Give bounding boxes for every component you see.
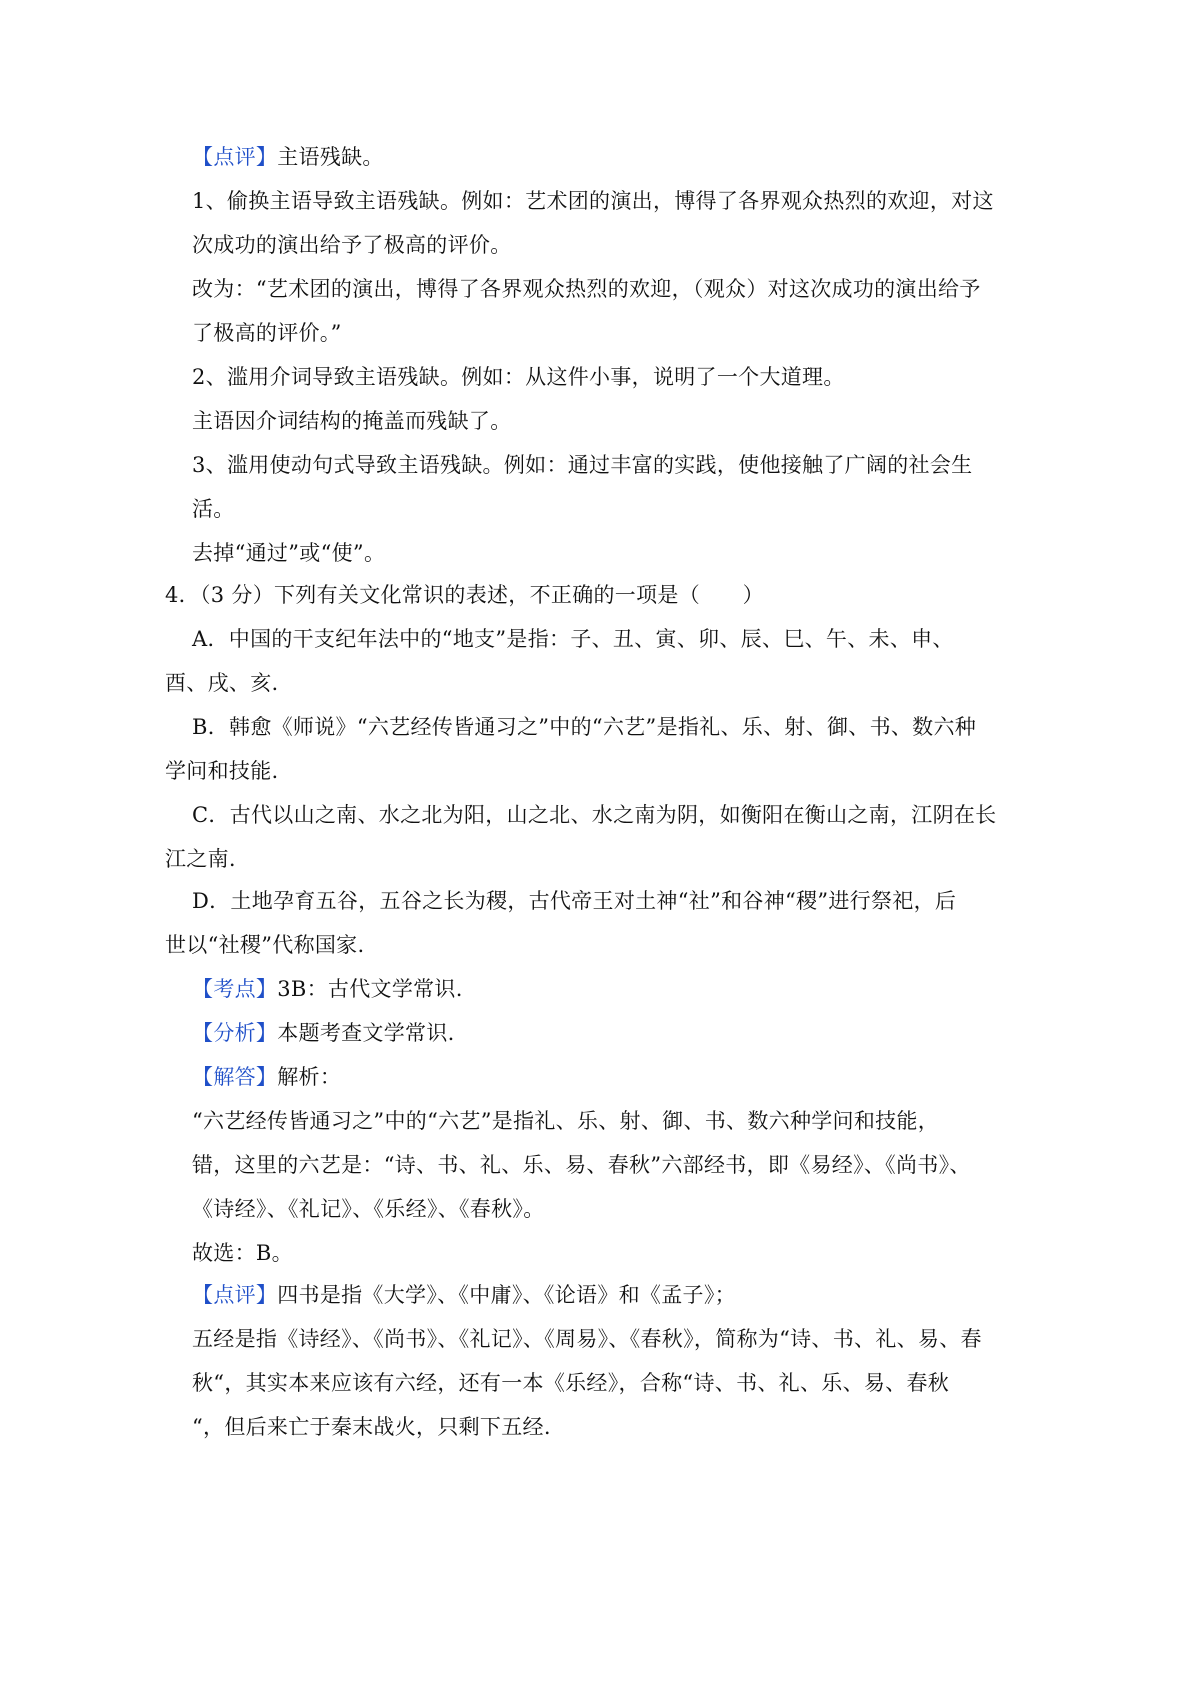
option-c-line-1: C．古代以山之南、水之北为阳，山之北、水之南为阴，如衡阳在衡山之南，江阴在长: [192, 803, 997, 827]
review-item-2-line-2: 主语因介词结构的掩盖而残缺了。: [192, 409, 512, 433]
kaodian-tag: 【考点】: [192, 977, 278, 1001]
review-item-3-line-3: 去掉“通过”或“使”。: [192, 541, 386, 565]
review-heading-1: 【点评】主语残缺。: [192, 145, 384, 169]
fenxi-line: 【分析】本题考查文学常识.: [192, 1021, 455, 1045]
option-a-line-2: 酉、戌、亥.: [165, 671, 279, 695]
answer-choice: 故选：B。: [192, 1241, 293, 1265]
option-a-line-1: A．中国的干支纪年法中的“地支”是指：子、丑、寅、卯、辰、巳、午、未、申、: [192, 627, 954, 651]
note-line-3: “，但后来亡于秦末战火，只剩下五经.: [192, 1415, 551, 1439]
jieda-tag: 【解答】: [192, 1065, 278, 1089]
review-item-3-line-2: 活。: [192, 497, 235, 521]
question-4-stem: 4．（3 分）下列有关文化常识的表述，不正确的一项是（ ）: [165, 583, 764, 607]
dianping-tag: 【点评】: [192, 1283, 278, 1307]
note-line-1: 五经是指《诗经》、《尚书》、《礼记》、《周易》、《春秋》，简称为“诗、书、礼、易、春: [192, 1327, 982, 1351]
fenxi-tag: 【分析】: [192, 1021, 278, 1045]
option-c-line-2: 江之南.: [165, 847, 236, 871]
answer-line-1: “六艺经传皆通习之”中的“六艺”是指礼、乐、射、御、书、数六种学问和技能，: [192, 1109, 940, 1133]
review-item-2-line-1: 2、滥用介词导致主语残缺。例如：从这件小事，说明了一个大道理。: [192, 365, 845, 389]
note-line-2: 秋“，其实本来应该有六经，还有一本《乐经》，合称“诗、书、礼、乐、易、春秋: [192, 1371, 950, 1395]
answer-line-3: 《诗经》、《礼记》、《乐经》、《春秋》。: [192, 1197, 545, 1221]
option-b-line-1: B．韩愈《师说》“六艺经传皆通习之”中的“六艺”是指礼、乐、射、御、书、数六种: [192, 715, 977, 739]
kaodian-line: 【考点】3B：古代文学常识.: [192, 977, 463, 1001]
review-tag-1: 【点评】: [192, 145, 278, 169]
answer-line-2: 错，这里的六艺是：“诗、书、礼、乐、易、春秋”六部经书，即《易经》、《尚书》、: [192, 1153, 971, 1177]
review-fix-line-1: 改为：“艺术团的演出，博得了各界观众热烈的欢迎，（观众）对这次成功的演出给予: [192, 277, 981, 301]
review-item-1-line-2: 次成功的演出给予了极高的评价。: [192, 233, 512, 257]
review-item-1-line-1: 1、偷换主语导致主语残缺。例如：艺术团的演出，博得了各界观众热烈的欢迎，对这: [192, 189, 994, 213]
option-d-line-2: 世以“社稷”代称国家.: [165, 933, 365, 957]
review-item-3-line-1: 3、滥用使动句式导致主语残缺。例如：通过丰富的实践，使他接触了广阔的社会生: [192, 453, 973, 477]
option-b-line-2: 学问和技能.: [165, 759, 279, 783]
option-d-line-1: D．土地孕育五谷，五谷之长为稷，古代帝王对土神“社”和谷神“稷”进行祭祀，后: [192, 889, 957, 913]
jieda-line: 【解答】解析：: [192, 1065, 342, 1089]
review-fix-line-2: 了极高的评价。”: [192, 321, 342, 345]
dianping-line: 【点评】四书是指《大学》、《中庸》、《论语》和《孟子》；: [192, 1283, 736, 1307]
